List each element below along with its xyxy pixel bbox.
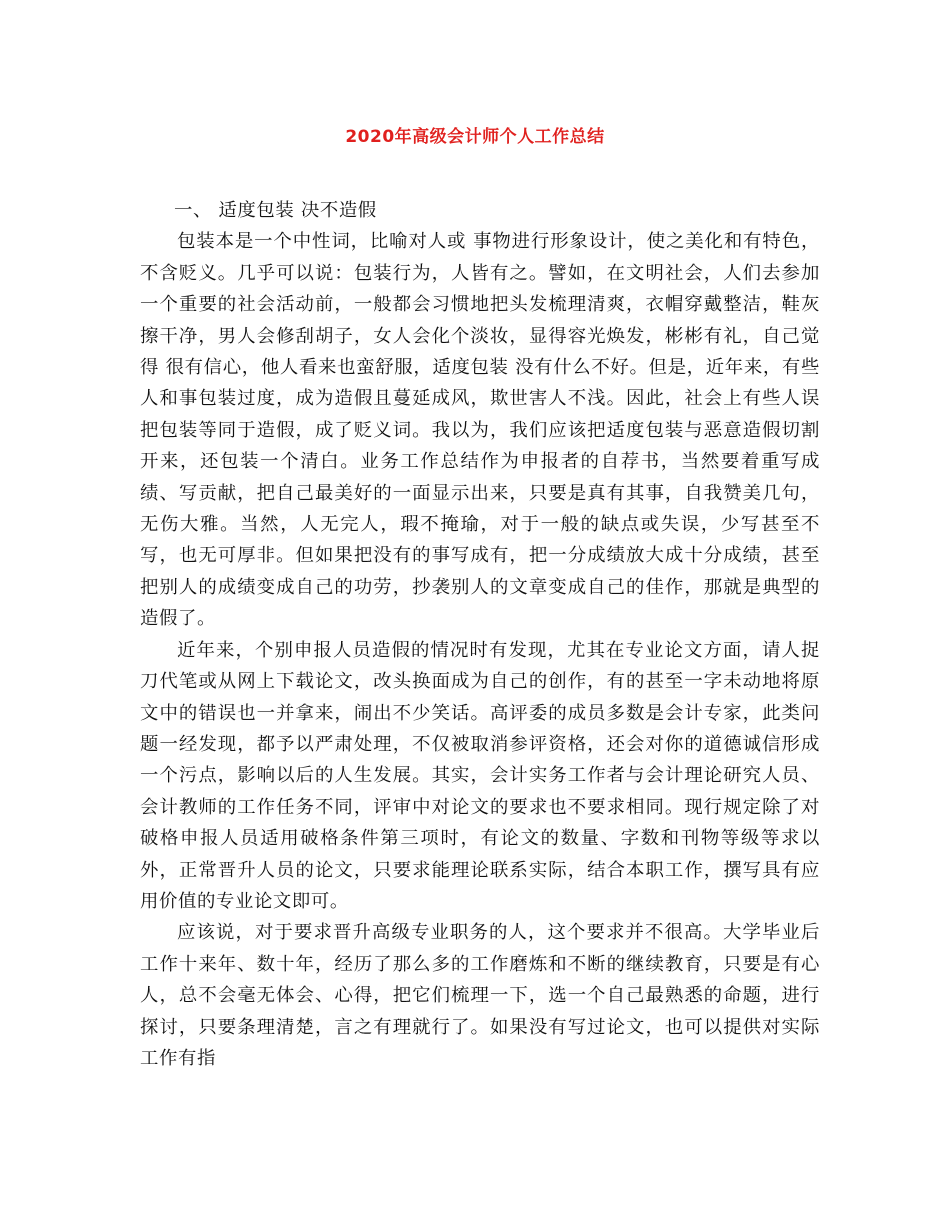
paragraph-3: 应该说，对于要求晋升高级专业职务的人，这个要求并不很高。大学毕业后工作十来年、数十年，经历了那么多的工作磨炼和不断的继续教育，只要是有心人，总不会毫无体会、心得，把它们梳理一下，选一个自己最熟悉的命题，进行探讨，只要条理清楚，言之有理就行了。如果没有写过论文，也可以提供对实际工作有指 (140, 922, 820, 1069)
section-heading: 一、 适度包装 决不造假 (174, 200, 377, 221)
paragraph-1: 包装本是一个中性词，比喻对人或 事物进行形象设计，使之美化和有特色，不含贬义。几乎可以说：包装行为，人皆有之。譬如，在文明社会，人们去参加一个重要的社会活动前，一般都会习惯地把头发梳理清爽，衣帽穿戴整洁，鞋灰擦干净，男人会修刮胡子，女人会化个淡妆，显得容光焕发，彬彬有礼，自己觉得 很有信心，他人看来也蛮舒服，适度包装 没有什么不好。但是，近年来，有些人和事包装过度，成为造假且蔓延成风，欺世害人不浅。因此，社会上有些人误把包装等同于造假，成了贬义词。我以为，我们应该把适度包装与恶意造假切割开来，还包装一个清白。业务工作总结作为申报者的自荐书，当然要着重写成绩、写贡献，把自己最美好的一面显示出来，只要是真有其事，自我赞美几句，无伤大雅。当然，人无完人，瑕不掩瑜，对于一般的缺点或失误，少写甚至不写，也无可厚非。但如果把没有的事写成有，把一分成绩放大成十分成绩，甚至把别人的成绩变成自己的功劳，抄袭别人的文章变成自己的佳作，那就是典型的造假了。 (140, 231, 820, 630)
paragraph-2: 近年来，个别申报人员造假的情况时有发现，尤其在专业论文方面，请人捉刀代笔或从网上下载论文，改头换面成为自己的创作，有的甚至一字未动地将原文中的错误也一并拿来，闹出不少笑话。高评委的成员多数是会计专家，此类问题一经发现，都予以严肃处理，不仅被取消参评资格，还会对你的道德诚信形成一个污点，影响以后的人生发展。其实，会计实务工作者与会计理论研究人员、会计教师的工作任务不同，评审中对论文的要求也不要求相同。现行规定除了对破格申报人员适用破格条件第三项时，有论文的数量、字数和刊物等级等求以外，正常晋升人员的论文，只要求能理论联系实际，结合本职工作，撰写具有应用价值的专业论文即可。 (140, 639, 820, 912)
document-title: 2020年高级会计师个人工作总结 (345, 127, 605, 147)
document-body (140, 195, 820, 1074)
